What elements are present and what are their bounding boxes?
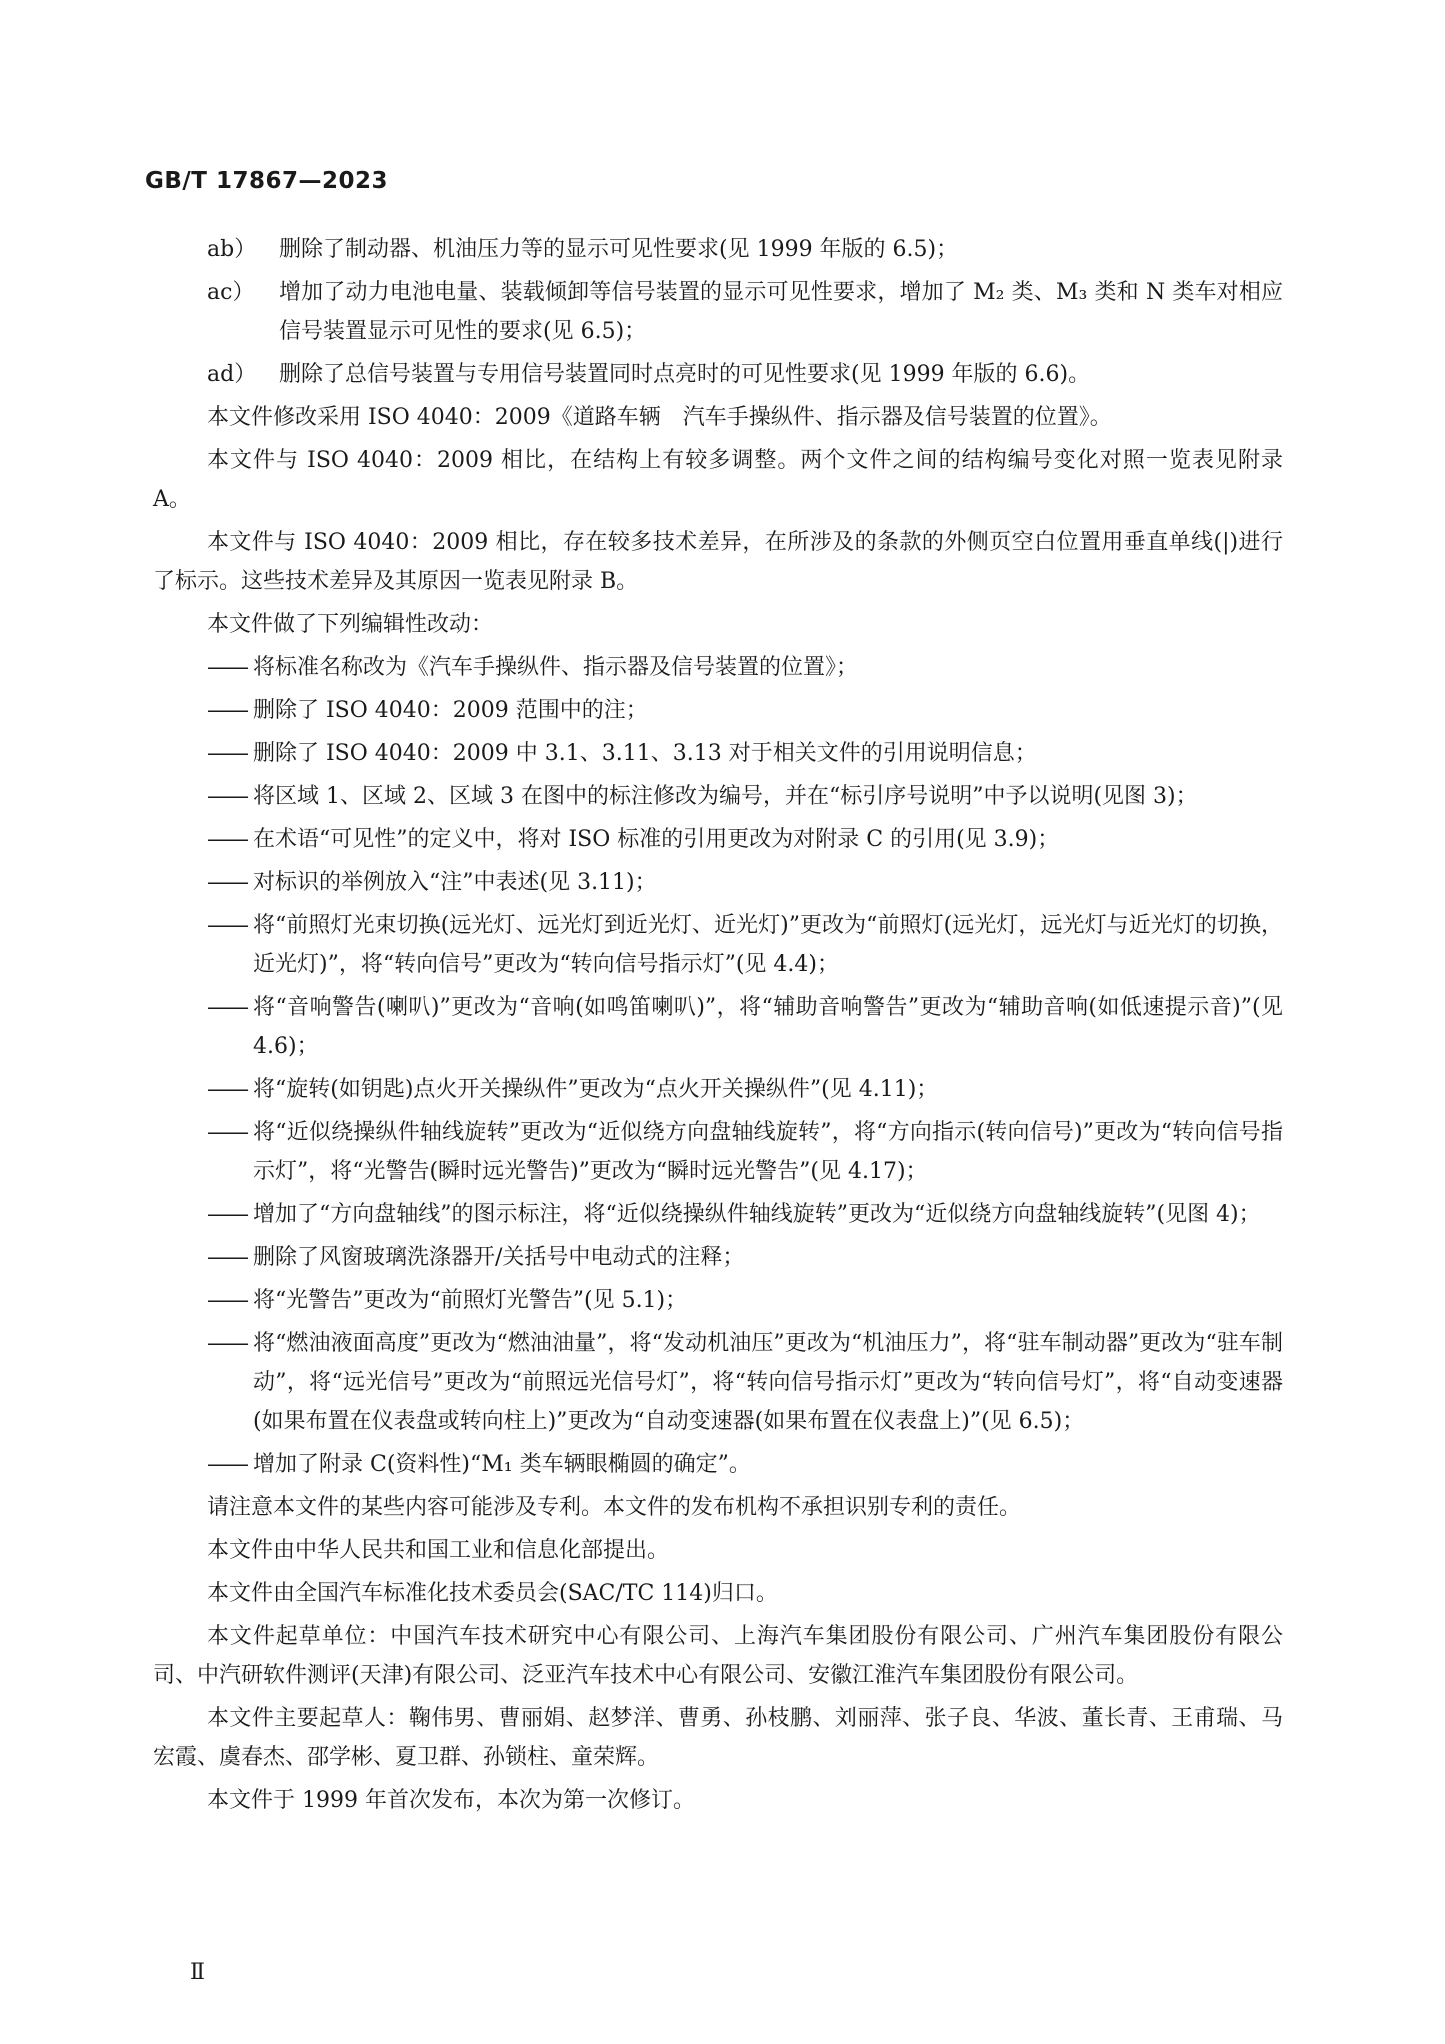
edit-text: 将“光警告”更改为“前照灯光警告”(见 5.1)； — [253, 1288, 688, 1313]
paragraph: 本文件由中华人民共和国工业和信息化部提出。 — [207, 1538, 670, 1563]
list-item — [153, 273, 1283, 351]
edit-text: 删除了风窗玻璃洗涤器开/关括号中电动式的注释； — [253, 1245, 745, 1270]
item-text: 删除了制动器、机油压力等的显示可见性要求(见 1999 年版的 6.5)； — [279, 237, 959, 262]
dash-marker: —— — [207, 1288, 247, 1313]
item-text: 增加了动力电池电量、装载倾卸等信号装置的显示可见性要求，增加了 M₂ 类、M₃ 类和 N 类车对相应信号装置显示可见性的要求(见 6.5)； — [279, 280, 1283, 344]
edit-item — [153, 777, 1283, 816]
dash-marker: —— — [207, 1331, 247, 1356]
edit-text: 删除了 ISO 4040：2009 范围中的注； — [253, 698, 648, 723]
paragraph: 本文件做了下列编辑性改动： — [207, 612, 494, 637]
dash-marker: —— — [207, 870, 247, 895]
edit-text: 在术语“可见性”的定义中，将对 ISO 标准的引用更改为对附录 C 的引用(见 3.9)； — [253, 827, 1060, 852]
item-label: ad） — [207, 362, 257, 387]
edit-text: 将“燃油液面高度”更改为“燃油油量”，将“发动机油压”更改为“机油压力”，将“驻车制动器”更改为“驻车制动”，将“远光信号”更改为“前照远光信号灯”，将“转向信号指示灯”更改为“转向信号灯”，将“自动变速器(如果布置在仪表盘或转向柱上)”更改为“自动变速器(如果布置在仪表盘上)”(见 6.5)； — [253, 1331, 1283, 1434]
edit-text: 对标识的举例放入“注”中表述(见 3.11)； — [253, 870, 657, 895]
dash-marker: —— — [207, 741, 247, 766]
item-label: ab） — [207, 237, 257, 262]
edit-item — [153, 1281, 1283, 1320]
item-label: ac） — [207, 280, 255, 305]
edit-text: 删除了 ISO 4040：2009 中 3.1、3.11、3.13 对于相关文件的引用说明信息； — [253, 741, 1037, 766]
edit-text: 增加了附录 C(资料性)“M₁ 类车辆眼椭圆的确定”。 — [253, 1452, 751, 1477]
edit-text: 将标准名称改为《汽车手操纵件、指示器及信号装置的位置》； — [253, 655, 859, 680]
paragraph: 本文件于 1999 年首次发布，本次为第一次修订。 — [207, 1788, 695, 1813]
dash-marker: —— — [207, 698, 247, 723]
edit-text: 将“近似绕操纵件轴线旋转”更改为“近似绕方向盘轴线旋转”，将“方向指示(转向信号)”更改为“转向信号指示灯”，将“光警告(瞬时远光警告)”更改为“瞬时远光警告”(见 4.17)； — [253, 1120, 1283, 1184]
paragraph: 本文件与 ISO 4040：2009 相比，存在较多技术差异，在所涉及的条款的外侧页空白位置用垂直单线(|)进行了标示。这些技术差异及其原因一览表见附录 B。 — [153, 530, 1283, 594]
edit-item — [153, 1324, 1283, 1441]
dash-marker: —— — [207, 1245, 247, 1270]
paragraph: 请注意本文件的某些内容可能涉及专利。本文件的发布机构不承担识别专利的责任。 — [207, 1495, 1022, 1520]
item-text: 删除了总信号装置与专用信号装置同时点亮时的可见性要求(见 1999 年版的 6.6)。 — [279, 362, 1091, 387]
edit-text: 将“前照灯光束切换(远光灯、远光灯到近光灯、近光灯)”更改为“前照灯(远光灯，远光灯与近光灯的切换，近光灯)”，将“转向信号”更改为“转向信号指示灯”(见 4.4)； — [253, 913, 1283, 977]
edit-item — [153, 1195, 1283, 1234]
dash-marker: —— — [207, 1120, 247, 1145]
edit-text: 将“音响警告(喇叭)”更改为“音响(如鸣笛喇叭)”，将“辅助音响警告”更改为“辅助音响(如低速提示音)”(见 4.6)； — [253, 995, 1283, 1059]
edit-text: 增加了“方向盘轴线”的图示标注，将“近似绕操纵件轴线旋转”更改为“近似绕方向盘轴线旋转”(见图 4)； — [253, 1202, 1261, 1227]
edit-item — [153, 1445, 1283, 1484]
edit-text: 将“旋转(如钥匙)点火开关操纵件”更改为“点火开关操纵件”(见 4.11)； — [253, 1077, 939, 1102]
edit-item — [153, 648, 1283, 687]
paragraph: 本文件主要起草人：鞠伟男、曹丽娟、赵梦洋、曹勇、孙枝鹏、刘丽萍、张子良、华波、董长青、王甫瑞、马宏霞、虞春杰、邵学彬、夏卫群、孙锁柱、童荣辉。 — [153, 1706, 1283, 1770]
edit-text: 将区域 1、区域 2、区域 3 在图中的标注修改为编号，并在“标引序号说明”中予以说明(见图 3)； — [253, 784, 1198, 809]
edit-item — [153, 1070, 1283, 1109]
dash-marker: —— — [207, 1452, 247, 1477]
edit-item — [153, 1113, 1283, 1191]
paragraph: 本文件起草单位：中国汽车技术研究中心有限公司、上海汽车集团股份有限公司、广州汽车集团股份有限公司、中汽研软件测评(天津)有限公司、泛亚汽车技术中心有限公司、安徽江淮汽车集团股份有限公司。 — [153, 1624, 1283, 1688]
dash-marker: —— — [207, 995, 247, 1020]
paragraph: 本文件由全国汽车标准化技术委员会(SAC/TC 114)归口。 — [207, 1581, 778, 1606]
dash-marker: —— — [207, 827, 247, 852]
edit-item — [153, 820, 1283, 859]
edit-item — [153, 906, 1283, 984]
edit-item — [153, 1238, 1283, 1277]
paragraph: 本文件修改采用 ISO 4040：2009《道路车辆 汽车手操纵件、指示器及信号装置的位置》。 — [207, 405, 1112, 430]
document-body — [153, 230, 1283, 1824]
edit-item — [153, 691, 1283, 730]
page-number: Ⅱ — [190, 1960, 205, 1985]
document-header: GB/T 17867—2023 — [145, 168, 389, 194]
dash-marker: —— — [207, 1077, 247, 1102]
dash-marker: —— — [207, 655, 247, 680]
list-item — [153, 355, 1283, 394]
dash-marker: —— — [207, 1202, 247, 1227]
edit-item — [153, 734, 1283, 773]
edit-item — [153, 988, 1283, 1066]
dash-marker: —— — [207, 784, 247, 809]
edit-item — [153, 863, 1283, 902]
dash-marker: —— — [207, 913, 247, 938]
list-item — [153, 230, 1283, 269]
paragraph: 本文件与 ISO 4040：2009 相比，在结构上有较多调整。两个文件之间的结构编号变化对照一览表见附录 A。 — [153, 448, 1283, 512]
